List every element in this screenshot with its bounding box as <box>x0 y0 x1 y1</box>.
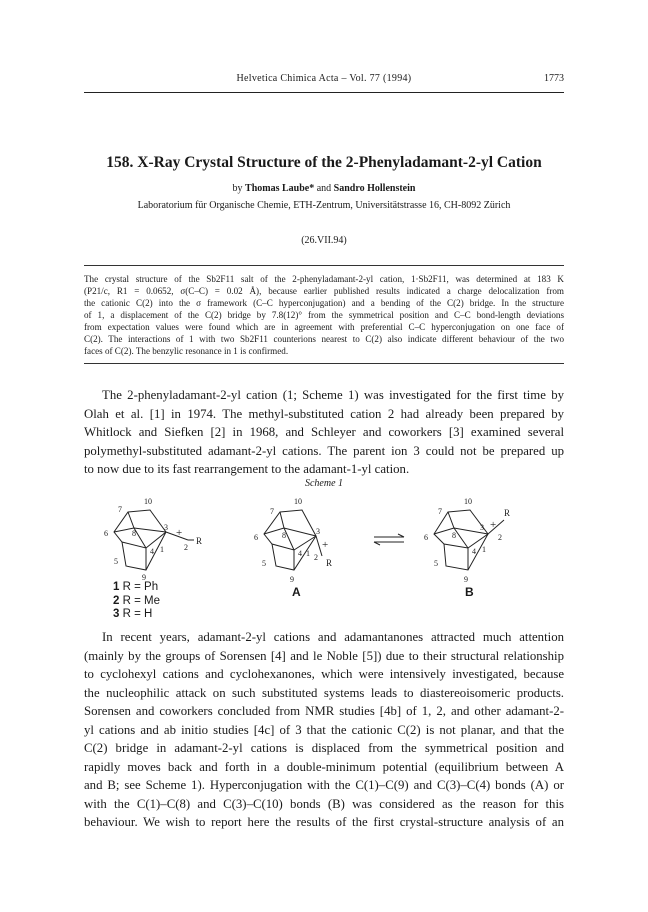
atom-label: 1 <box>160 545 164 554</box>
abstract-line: the cationic C(2) into the σ framework (C–C hyperconjugation) and a bending of the C(2) bridge. In the structure <box>84 298 564 308</box>
running-header <box>84 73 564 89</box>
substituent-R: R <box>196 536 203 546</box>
atom-label: 10 <box>294 497 302 506</box>
compound-entry <box>113 608 160 622</box>
abstract-line: C(2). The interactions of 1 with two Sb2F11 counterions nearest to C(2) also indicate different behaviour of the two <box>84 334 564 344</box>
body-line: behaviour. We wish to report here the results of the first crystal-structure analysis of an <box>84 815 564 829</box>
body-line: the nucleophilic attack on such substituted systems leads to diastereoisomeric products. <box>84 685 564 700</box>
intro-paragraph <box>84 386 564 479</box>
discussion-paragraph <box>84 628 564 832</box>
abstract-line: The crystal structure of the Sb2F11 salt of the 2-phenyladamant-2-yl cation, 1·Sb2F11, was determined at 183 K <box>84 274 564 284</box>
atom-label: 10 <box>144 497 152 506</box>
atom-label: 2 <box>498 533 502 542</box>
body-line: Sorensen and coworkers concluded from NMR studies [4b] of 1, 2, and other adamant-2- <box>84 704 564 718</box>
structure-label-B: B <box>465 585 474 599</box>
atom-label: 9 <box>142 573 146 582</box>
and-word: and <box>316 183 332 194</box>
body-line: The 2-phenyladamant-2-yl cation (1; Scheme 1) was investigated for the first time by <box>102 388 564 402</box>
atom-label: 3 <box>480 523 484 532</box>
compound-definition: R = Ph <box>122 581 159 593</box>
atom-label: 7 <box>270 507 274 516</box>
body-line: rapidly moves back and forth in a double-minimum potential (equilibrium between A <box>84 759 564 774</box>
scheme-caption: Scheme 1 <box>304 478 344 489</box>
body-line: Whitlock and Siefken [2] in 1968, and Schleyer and coworkers [3] examined several <box>84 425 564 439</box>
atom-label: 6 <box>104 529 108 538</box>
atom-label: 5 <box>262 559 266 568</box>
body-line: In recent years, adamant-2-yl cations and adamantanones attracted much attention <box>102 630 564 644</box>
atom-label: 6 <box>424 533 428 542</box>
body-line: yl cations and ab initio studies [4c] of 3 that the cationic C(2) is not planar, and that the <box>84 722 564 737</box>
structure-label-A: A <box>292 585 301 599</box>
by-word: by <box>232 183 243 194</box>
body-line: (mainly by the groups of Sorensen [4] and le Noble [5]) due to their structural relationship <box>84 648 564 663</box>
abstract-line: faces of C(2). The benzylic resonance in 1 is confirmed. <box>84 346 289 356</box>
atom-label: 4 <box>150 547 154 556</box>
substituent-R: R <box>326 558 333 568</box>
body-line: to cyclohexyl cations and cyclohexanones, which were intensively investigated, because <box>84 667 564 681</box>
author-laube: Thomas Laube* <box>245 183 315 194</box>
compound-entry <box>113 595 160 609</box>
atom-label: 5 <box>434 559 438 568</box>
header-rule <box>84 92 564 93</box>
affiliation: Laboratorium für Organische Chemie, ETH-Zentrum, Universitätstrasse 16, CH-8092 Zürich <box>137 200 511 211</box>
atom-label: 9 <box>464 575 468 584</box>
atom-label: 2 <box>184 543 188 552</box>
journal-name: Helvetica Chimica Acta – Vol. 77 (1994) <box>236 73 412 84</box>
atom-label: 3 <box>164 523 168 532</box>
abstract-line: (P21/c, R1 = 0.0652, σ(C–C) = 0.02 Å), because earlier published results indicated a charge delocalization from <box>84 286 564 296</box>
compound-number: 1 <box>113 581 120 593</box>
atom-label: 7 <box>118 505 122 514</box>
body-line: with the C(1)–C(8) and C(3)–C(10) bonds (B) was considered as the reason for this <box>84 796 564 811</box>
author-line <box>84 183 564 194</box>
compound-list <box>113 581 160 622</box>
atom-label: 3 <box>316 527 320 536</box>
cation-plus: + <box>176 527 183 539</box>
atom-label: 6 <box>254 533 258 542</box>
received-date: (26.VII.94) <box>301 235 347 246</box>
compound-entry <box>113 581 160 595</box>
abstract-line: of 1, a displacement of the C(2) bridge by 7.8(12)° from the symmetrical position and C–C bond-length deviations <box>84 310 564 320</box>
body-line: polymethyl-substituted adamant-2-yl cations. The parent ion 3 could not be prepared up <box>84 443 564 458</box>
atom-label: 8 <box>132 529 136 538</box>
cation-plus: + <box>490 519 497 531</box>
body-line: Olah et al. [1] in 1974. The methyl-substituted cation 2 had already been prepared by <box>84 406 564 421</box>
article-title: 158. X-Ray Crystal Structure of the 2-Phenyladamant-2-yl Cation <box>106 154 542 171</box>
atom-label: 1 <box>482 545 486 554</box>
atom-label: 4 <box>472 547 476 556</box>
substituent-R: R <box>504 508 511 518</box>
cation-plus: + <box>322 539 329 551</box>
atom-label: 10 <box>464 497 472 506</box>
atom-label: 4 <box>298 549 302 558</box>
abstract <box>84 265 564 364</box>
atom-label: 2 <box>314 553 318 562</box>
abstract-line: from expectation values were found which are in agreement with preferential C–C hyperconjugation on one face of <box>84 322 564 332</box>
atom-label: 8 <box>282 531 286 540</box>
compound-number: 2 <box>113 594 120 607</box>
atom-label: 7 <box>438 507 442 516</box>
compound-definition: R = Me <box>122 594 160 607</box>
atom-label: 8 <box>452 531 456 540</box>
body-line: and B; see Scheme 1). Hyperconjugation with the C(1)–C(9) and C(3)–C(4) bonds (A) or <box>84 778 564 792</box>
page-number: 1773 <box>544 73 564 84</box>
compound-definition: R = H <box>122 608 153 620</box>
equilibrium-arrows <box>374 534 404 545</box>
body-line: C(2) bridge in adamant-2-yl cations is displaced from the symmetrical position and <box>84 741 564 755</box>
compound-number: 3 <box>113 608 120 620</box>
author-hollenstein: Sandro Hollenstein <box>333 183 416 194</box>
atom-label: 5 <box>114 557 118 566</box>
atom-label: 1 <box>306 549 310 558</box>
adamantyl-structure-1 <box>114 510 194 570</box>
atom-label: 9 <box>290 575 294 584</box>
body-line: to now due to its fast rearrangement to the adamant-1-yl cation. <box>84 462 410 476</box>
